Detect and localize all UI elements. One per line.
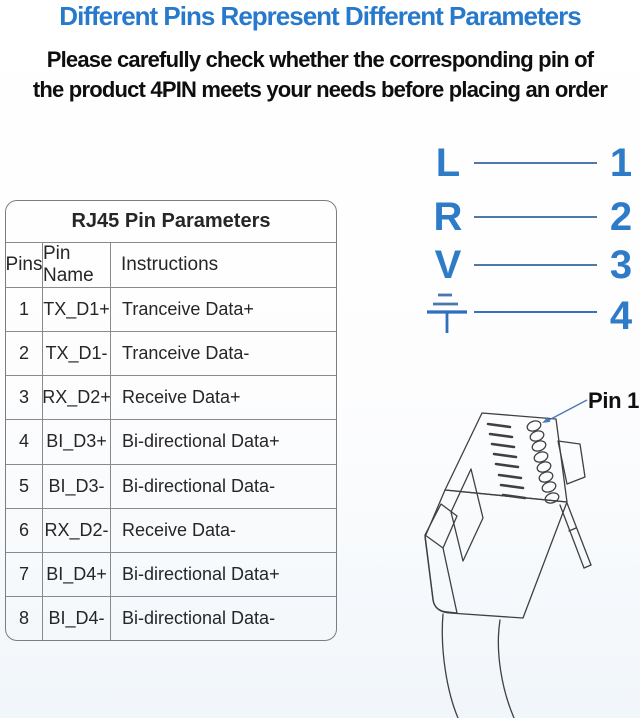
subtitle-line2: the product 4PIN meets your needs before placing an order xyxy=(32,77,608,102)
subtitle-line1: Please carefully check whether the corresponding pin of xyxy=(46,47,594,72)
pin-number: 7 xyxy=(6,553,43,596)
pin-instruction: Tranceive Data+ xyxy=(122,299,254,320)
page-title: Different Pins Represent Different Parameters xyxy=(59,1,581,31)
pin1-arrow-icon xyxy=(542,400,587,423)
pin-instruction: Bi-directional Data- xyxy=(122,607,276,628)
wiring-pin-2: 2 xyxy=(609,195,633,239)
pin-name: TX_D1+ xyxy=(43,288,111,331)
wiring-pin-1: 1 xyxy=(609,141,633,185)
pin-name: BI_D3- xyxy=(43,465,111,508)
pin-number: 4 xyxy=(6,420,43,463)
pin-name: RX_D2+ xyxy=(43,376,111,419)
pin-instruction: Bi-directional Data+ xyxy=(122,563,280,584)
pin-name: RX_D2- xyxy=(43,509,111,552)
column-header-instructions: Instructions xyxy=(121,254,219,275)
pin-number: 1 xyxy=(6,288,43,331)
pin-number: 5 xyxy=(6,465,43,508)
column-header-pin-name: Pin Name xyxy=(43,243,111,287)
pin-number: 3 xyxy=(6,376,43,419)
wiring-label-r: R xyxy=(433,195,463,239)
pin-name: BI_D4- xyxy=(43,597,111,640)
table-title: RJ45 Pin Parameters xyxy=(6,201,336,243)
wiring-pin-4: 4 xyxy=(609,294,633,338)
pin-name: TX_D1- xyxy=(43,332,111,375)
pin-name: BI_D3+ xyxy=(43,420,111,463)
pin-number: 8 xyxy=(6,597,43,640)
wiring-pin-3: 3 xyxy=(609,243,633,287)
pin1-label: Pin 1 xyxy=(588,388,640,413)
column-header-pins: Pins xyxy=(6,243,43,287)
pin-number: 6 xyxy=(6,509,43,552)
wiring-label-v: V xyxy=(434,243,462,287)
pin-number: 2 xyxy=(6,332,43,375)
pin-instruction: Bi-directional Data+ xyxy=(122,431,280,452)
pin-instruction: Bi-directional Data- xyxy=(122,475,276,496)
pin-instruction: Receive Data- xyxy=(122,519,237,540)
pin-instruction: Tranceive Data- xyxy=(122,343,250,364)
pin-instruction: Receive Data+ xyxy=(122,387,241,408)
pin-name: BI_D4+ xyxy=(43,553,111,596)
wiring-label-l: L xyxy=(435,141,461,185)
